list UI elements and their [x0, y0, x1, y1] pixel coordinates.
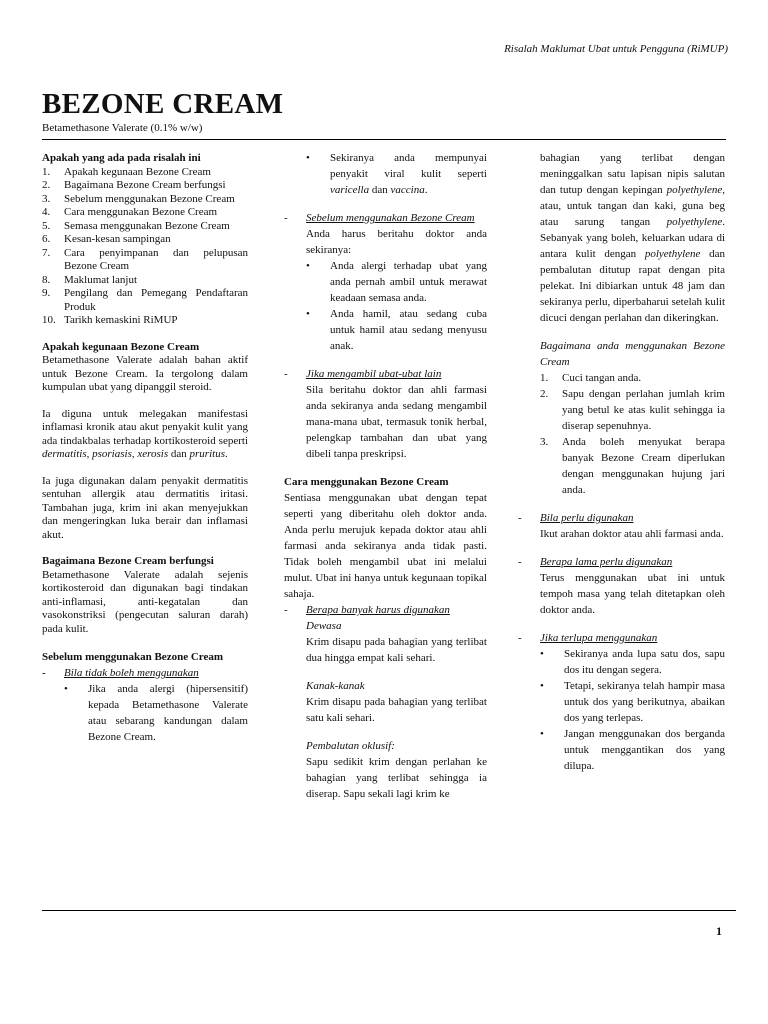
- use-heading: Apakah kegunaan Bezone Cream: [42, 340, 200, 353]
- before-heading: Sebelum menggunakan Bezone Cream: [42, 651, 223, 663]
- adult-text: Krim disapu pada bahagian yang terlibat dua hingga empat kali sehari.: [306, 636, 487, 664]
- toc-item: 8. Maklumat lanjut: [42, 273, 138, 286]
- column-1: [42, 152, 248, 745]
- howmuch-subsection: - Berapa banyak harus digunakan: [284, 604, 450, 616]
- sec2-text: Sila beritahu doktor dan ahli farmasi anda sekiranya anda sedang mengambil mana-mana ubat, termasuk tonik herbal, pelengkap tambahan dan ubat yang dibeli tanpa preskripsi.: [306, 384, 487, 460]
- usage-paragraph: Sentiasa menggunakan ubat dengan tepat seperti yang diberitahu oleh doktor anda. Anda perlu merujuk kepada doktor atau ahli farmasi anda sekiranya anda tidak pasti. Tidak boleh mengambil ubat ini melalui mulut. Ubat ini hanya untuk kegunaan topikal sahaja.: [284, 492, 487, 600]
- toc-item: 3. Sebelum menggunakan Bezone Cream: [42, 192, 235, 205]
- toc-heading: Apakah yang ada pada risalah ini: [42, 152, 201, 164]
- page-number: 1: [716, 924, 722, 938]
- occlusive-label: Pembalutan oklusif:: [306, 740, 395, 752]
- footer-divider: [42, 910, 736, 911]
- usage-heading: Cara menggunakan Bezone Cream: [284, 476, 449, 488]
- adult-label: Dewasa: [306, 620, 342, 632]
- occlusive-text: Sapu sedikit krim dengan perlahan ke bahagian yang terlibat sehingga ia diserap. Sapu sekali lagi krim ke: [306, 756, 487, 800]
- sec1-bullet-1: • Anda alergi terhadap ubat yang anda pernah ambil untuk merawat keadaan semasa anda.: [306, 260, 487, 304]
- toc-item: 4. Cara menggunakan Bezone Cream: [42, 206, 218, 218]
- viral-bullet: • Sekiranya anda mempunyai penyakit viral kulit seperti varicella dan vaccina.: [306, 152, 487, 196]
- howlong-subsection: - Berapa lama perlu digunakan: [518, 556, 673, 568]
- child-label: Kanak-kanak: [306, 680, 365, 692]
- bullet-icon: •: [306, 308, 310, 320]
- toc-item: 5. Semasa menggunakan Bezone Cream: [42, 219, 230, 232]
- bullet-icon: •: [306, 260, 310, 272]
- bullet-icon: •: [540, 680, 544, 692]
- bullet-icon: •: [540, 648, 544, 660]
- when-text: Ikut arahan doktor atau ahli farmasi anda.: [540, 528, 724, 540]
- missed-subsection: - Jika terlupa menggunakan: [518, 632, 658, 644]
- apply-step: 3. Anda boleh menyukat berapa banyak Bezone Cream diperlukan dengan menggunakan hujung jari anda.: [540, 436, 725, 496]
- use-paragraph-1: Betamethasone Valerate adalah bahan aktif untuk Bezone Cream. Ia tergolong dalam kumpulan ubat yang dipanggil steroid.: [42, 354, 248, 393]
- toc-item: 7. Cara penyimpanan dan pelupusan Bezone Cream: [42, 246, 248, 272]
- apply-steps: [518, 370, 725, 498]
- use-paragraph-3: Ia juga digunakan dalam penyakit dermatitis sentuhan allergik atau dermatitis iritasi. Tambahan juga, krim ini akan menyejukkan dan mengeringkan luka berair dan inflamasi akut.: [42, 474, 248, 541]
- occlusive-continued: bahagian yang terlibat dengan meninggalkan satu lapisan nipis salutan dan tutup dengan kepingan polyethylene, atau, untuk tangan dan kaki, guna beg atau sarung tangan polyethylene. Sebanyak yang boleh, keluarkan udara di antara kulit dengan polyethylene dan pembalutan ditutup rapat dengan pita pelekat. Ini dibiarkan untuk 48 jam dan sekiranya perlu, diperbaharui setelah kulit dicuci dengan perlahan dan dikeringkan.: [540, 152, 725, 324]
- sec1-subsection: - Sebelum menggunakan Bezone Cream: [284, 212, 475, 224]
- before-subsection: - Bila tidak boleh menggunakan: [42, 667, 199, 679]
- how-heading: Bagaimana Bezone Cream berfungsi: [42, 555, 214, 567]
- sec2-subsection: - Jika mengambil ubat-ubat lain: [284, 368, 442, 380]
- toc-item: 2. Bagaimana Bezone Cream berfungsi: [42, 179, 226, 191]
- header-divider: [42, 139, 726, 140]
- document-subtitle: Betamethasone Valerate (0.1% w/w): [42, 122, 203, 134]
- apply-step: 2. Sapu dengan perlahan jumlah krim yang betul ke atas kulit sehingga ia diserap sepenuhnya.: [540, 388, 725, 432]
- missed-bullet-3: • Jangan menggunakan dos berganda untuk menggantikan dos yang dilupa.: [540, 728, 725, 772]
- child-text: Krim disapu pada bahagian yang terlibat satu kali sehari.: [306, 696, 487, 724]
- when-subsection: - Bila perlu digunakan: [518, 512, 634, 524]
- toc-item: 9. Pengilang dan Pemegang Pendaftaran Produk: [42, 287, 248, 313]
- bullet-icon: •: [306, 152, 310, 164]
- missed-bullet-1: • Sekiranya anda lupa satu dos, sapu dos itu dengan segera.: [540, 648, 725, 676]
- running-header: Risalah Maklumat Ubat untuk Pengguna (RiMUP): [504, 43, 728, 55]
- apply-step: 1. Cuci tangan anda.: [540, 372, 642, 384]
- toc-item: 1. Apakah kegunaan Bezone Cream: [42, 165, 211, 178]
- toc-list: [42, 166, 248, 328]
- before-bullet-1: • Jika anda alergi (hipersensitif) kepada Betamethasone Valerate atau sebarang kandungan dalam Bezone Cream.: [64, 683, 248, 743]
- document-title: BEZONE CREAM: [42, 88, 284, 120]
- toc-item: 10. Tarikh kemaskini RiMUP: [42, 314, 178, 326]
- column-3: [518, 150, 725, 774]
- use-paragraph-2: Ia diguna untuk melegakan manifestasi inflamasi kronik atau akut penyakit kulit yang ada tindakbalas terhadap kortikosteroid seperti dermatitis, psoriasis, xerosis dan pruritus.: [42, 407, 248, 460]
- toc-item: 6. Kesan-kesan sampingan: [42, 233, 171, 245]
- sec1-bullet-2: • Anda hamil, atau sedang cuba untuk hamil atau sedang menyusu anak.: [306, 308, 487, 352]
- howlong-text: Terus menggunakan ubat ini untuk tempoh masa yang telah ditetapkan oleh doktor anda.: [540, 572, 725, 616]
- apply-heading: Bagaimana anda menggunakan Bezone Cream: [540, 340, 725, 368]
- missed-bullet-2: • Tetapi, sekiranya telah hampir masa untuk dos yang berikutnya, abaikan dos yang terlepas.: [540, 680, 725, 724]
- bullet-icon: •: [540, 728, 544, 740]
- column-2: [284, 150, 487, 802]
- bullet-icon: •: [64, 683, 68, 695]
- sec1-text: Anda harus beritahu doktor anda sekiranya:: [306, 228, 487, 256]
- how-paragraph: Betamethasone Valerate adalah sejenis kortikosteroid dan digunakan bagi tindakan anti-inflamasi, anti-kegatalan dan vasokonstriksi (pengecutan saluran darah) pada kulit.: [42, 568, 248, 635]
